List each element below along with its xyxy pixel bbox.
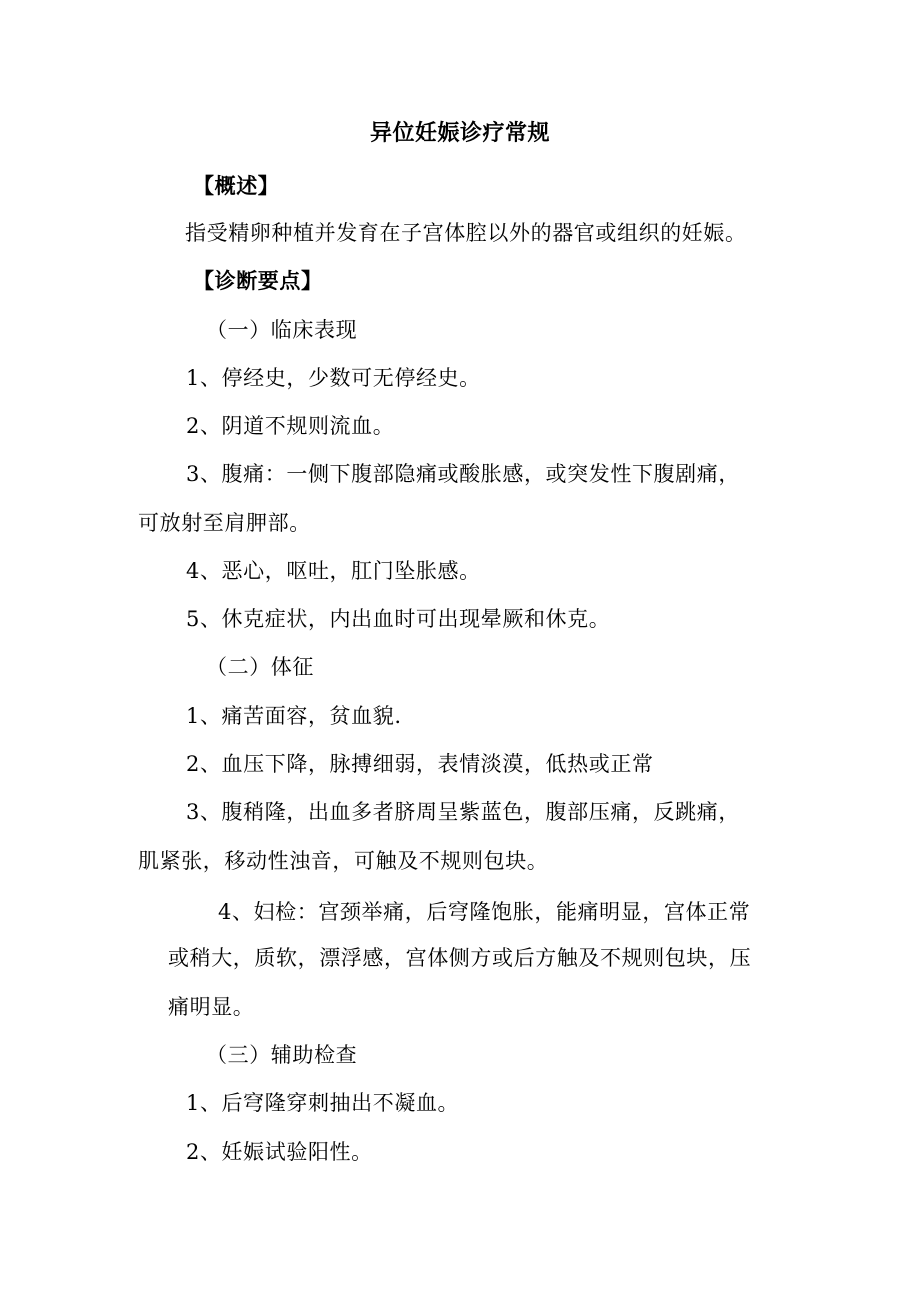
list-item: 2、阴道不规则流血。 bbox=[186, 414, 395, 438]
section-heading-auxiliary: （三）辅助检查 bbox=[206, 1043, 358, 1067]
overview-text: 指受精卵种植并发育在子宫体腔以外的器官或组织的妊娠。 bbox=[185, 221, 747, 245]
diagnosis-heading: 【诊断要点】 bbox=[193, 269, 323, 293]
list-item: 1、痛苦面容，贫血貌. bbox=[186, 704, 402, 728]
list-item-continuation: 痛明显。 bbox=[168, 995, 255, 1019]
list-item: 2、血压下降，脉搏细弱，表情淡漠，低热或正常 bbox=[186, 752, 654, 776]
list-item: 4、恶心，呕吐，肛门坠胀感。 bbox=[186, 559, 481, 583]
list-item: 3、腹痛：一侧下腹部隐痛或酸胀感，或突发性下腹剧痛， bbox=[186, 462, 740, 486]
list-item-continuation: 可放射至肩胛部。 bbox=[138, 511, 311, 535]
section-heading-clinical: （一）临床表现 bbox=[206, 318, 358, 342]
list-item: 1、后穹隆穿刺抽出不凝血。 bbox=[186, 1091, 460, 1115]
section-heading-signs: （二）体征 bbox=[206, 655, 314, 679]
list-item: 2、妊娠试验阳性。 bbox=[186, 1140, 373, 1164]
document-title: 异位妊娠诊疗常规 bbox=[369, 120, 550, 146]
list-item: 1、停经史，少数可无停经史。 bbox=[186, 366, 481, 390]
overview-heading: 【概述】 bbox=[193, 174, 280, 198]
list-item: 4、妇检：宫颈举痛，后穹隆饱胀，能痛明显，宫体正常 bbox=[218, 900, 751, 924]
list-item-continuation: 肌紧张，移动性浊音，可触及不规则包块。 bbox=[138, 849, 549, 873]
list-item: 3、腹稍隆，出血多者脐周呈紫蓝色，腹部压痛，反跳痛， bbox=[186, 800, 740, 824]
list-item-continuation: 或稍大，质软，漂浮感，宫体侧方或后方触及不规则包块，压 bbox=[168, 946, 752, 970]
list-item: 5、休克症状，内出血时可出现晕厥和休克。 bbox=[186, 607, 611, 631]
